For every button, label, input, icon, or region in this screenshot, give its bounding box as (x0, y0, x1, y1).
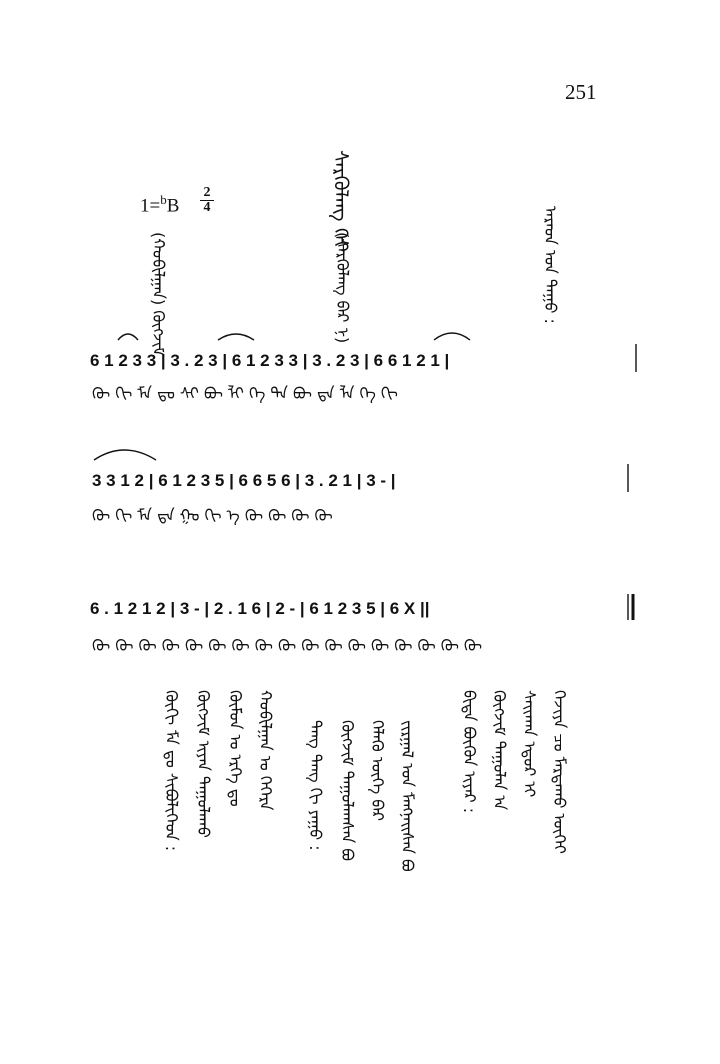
score-line-1-lyrics: ᠬᠦ ᠭᠢ ᠮᠠ ᠳᠤ ᠰᠢ ᠪᠦ ᠯᠢ ᠭᠡ ᠲᠡ ᠪᠦ ᠳᠠ ᠯᠠ ᠬᠡ ᠭᠢ (92, 384, 398, 403)
flat-symbol: b (160, 192, 167, 207)
song-subtitle: (ᠰᠡᠷᠭᠦᠯᠡᠩ ᠪᠡᠷ ᠨ) (333, 232, 352, 344)
verse-line: ᠲᠠᠩ ᠲᠠᠩ ᠬᠢ ᠶᠠᠭᠤ : (306, 720, 325, 851)
score-line-1 (90, 333, 636, 372)
score-line-2-lyrics: ᠬᠦ ᠭᠢ ᠮᠠ ᠳᠠ ᠭᠤ ᠬᠢ ᠡ ᠬᠥ ᠬᠥ ᠬᠥ ᠬᠥ (92, 506, 333, 525)
arrangement-note: (ᠬᠤᠪᠢᠯᠭᠠᠨ) ᠬᠥᠭᠵᠢᠮ (149, 232, 168, 356)
slur-1 (118, 334, 138, 340)
time-denominator: 4 (203, 200, 211, 215)
slur-3 (434, 333, 470, 340)
verse-line: ᠬᠡᠯᠡᠬᠦ ᠦᠭᠡ ᠪᠠᠷ (368, 720, 387, 822)
verse-line: ᠪᠢᠳᠡ ᠪᠦᠬᠦᠨ ᠢᠶᠡᠷ : (460, 690, 479, 814)
song-title: ᠰᠡᠷᠭᠦᠯᠡᠩ ᠬᠡᠢ (329, 150, 353, 253)
verse-line: ᠬᠥᠭᠵᠢᠮ ᠢᠶᠡᠨ ᠳᠠᠭᠤᠯᠠᠬᠤ (194, 690, 213, 838)
verse-line: ᠵᠢᠷᠭᠠᠯ ᠤᠨ ᠮᠠᠩᠨᠠᠢᠰᠠᠨ ᠪᠤ (398, 720, 417, 872)
key-label: 1= (140, 195, 161, 217)
time-numerator: 2 (200, 186, 214, 201)
verse-line: ᠬᠦᠭᠢ ᠮᠠ ᠳᠤ ᠰᠢᠪᠦᠯᠢᠭᠡᠳ : (162, 690, 181, 852)
verse-line: ᠬᠦᠮᠦᠨ ᠤ ᠡᠷᠬᠡ ᠳᠤ (226, 690, 245, 807)
verse-line: ᠬᠤᠪᠢᠯᠭᠠᠨ ᠤ ᠬᠡᠭᠡᠷᠡ (256, 690, 275, 811)
score-line-3 (90, 594, 633, 620)
source-note: ᠠᠷᠠᠳ ᠤᠨ ᠳᠠᠭᠤ : (541, 206, 560, 324)
score-line-2 (92, 450, 628, 492)
score-line-1-notes: 6 1 2 3 3 | 3 . 2 3 | 6 1 2 3 3 | 3 . 2 3 | 6 6 1 2 1 | (90, 351, 450, 370)
key-note: B (166, 195, 180, 217)
verse-line: ᠬᠥᠭᠵᠢᠮ ᠳᠠᠭᠤᠯᠠᠭᠰᠠᠨ ᠪᠤ (338, 720, 357, 861)
score-line-3-lyrics: ᠬᠥ ᠬᠥ ᠬᠥ ᠬᠥ ᠬᠥ ᠬᠥ ᠬᠥ ᠬᠥ ᠬᠥ ᠬᠥ ᠬᠥ ᠬᠥ ᠬᠥ ᠬᠥ ᠬᠥ ᠬᠥ ᠬᠥ (92, 636, 483, 655)
slur-4 (94, 450, 156, 460)
verse-line: ᠬᠥᠭᠵᠢᠮ ᠳᠠᠭᠤᠯᠠᠨ ᠠ (490, 690, 509, 811)
score-line-2-notes: 3 3 1 2 | 6 1 2 3 5 | 6 6 5 6 | 3 . 2 1 | 3 - | (92, 471, 396, 490)
score-line-3-notes: 6 . 1 2 1 2 | 3 - | 2 . 1 6 | 2 - | 6 1 2 3 5 | 6 X || (90, 599, 430, 618)
page-number: 251 (565, 80, 597, 104)
slur-2 (218, 334, 254, 340)
verse-line: ᠰᠠᠢᠬᠠᠨ ᠡᠳᠦᠷ ᠢ (520, 690, 539, 798)
verse-line: ᠬᠡᠵᠢᠶᠡ ᠴᠤ ᠮᠠᠷᠳᠠᠬᠤ ᠦᠭᠡᠢ (550, 690, 569, 854)
